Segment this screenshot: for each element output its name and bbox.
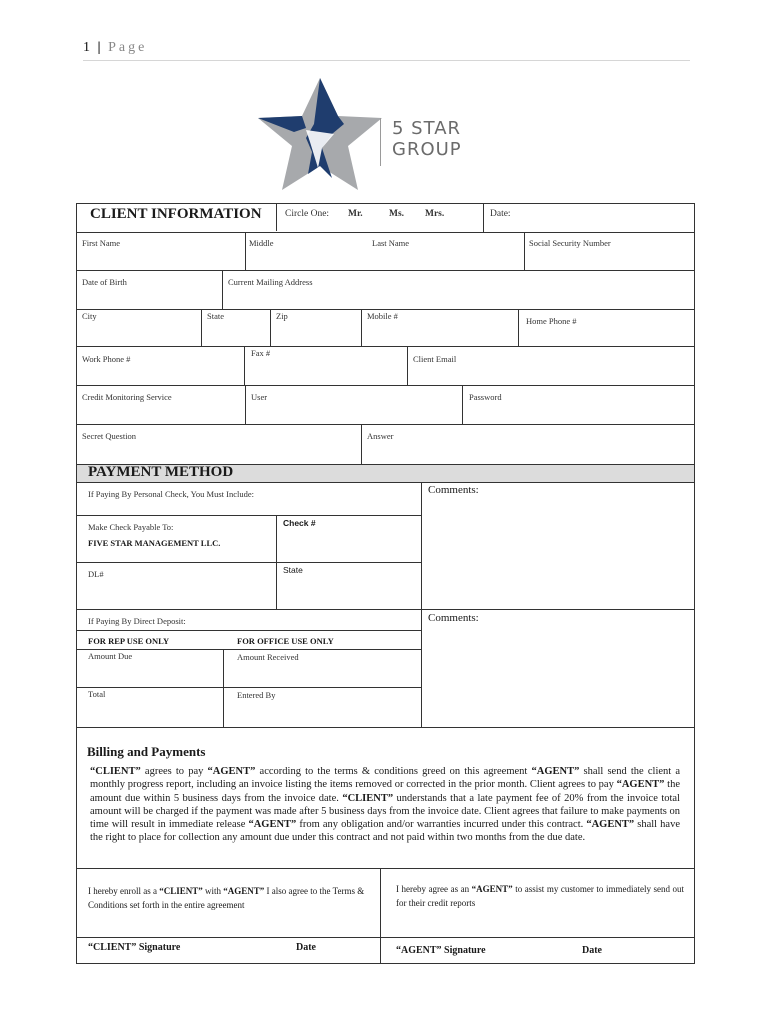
row-divider — [77, 562, 421, 563]
agent-agree-assist: to assist my customer to — [515, 884, 604, 894]
circle-one-label: Circle One: — [285, 209, 330, 219]
divider — [245, 385, 246, 424]
city-field[interactable]: City — [82, 311, 97, 321]
title-option-mrs[interactable]: Mrs. — [425, 209, 445, 219]
total-field[interactable]: Total — [88, 689, 106, 699]
star-logo-icon — [258, 78, 382, 190]
client-quoted: “CLIENT” — [159, 886, 203, 896]
page-word: Page — [108, 40, 148, 55]
logo-text-line2: GROUP — [392, 139, 462, 160]
header-rule — [83, 60, 690, 61]
mobile-field[interactable]: Mobile # — [367, 311, 398, 321]
amount-due-field[interactable]: Amount Due — [88, 651, 133, 661]
client-email-field[interactable]: Client Email — [413, 354, 457, 364]
password-field[interactable]: Password — [469, 392, 502, 402]
billing-title: Billing and Payments — [87, 744, 206, 759]
payment-method-title: PAYMENT METHOD — [88, 464, 234, 480]
amount-received-field[interactable]: Amount Received — [237, 652, 299, 662]
date-label: Date: — [490, 209, 511, 219]
page-separator: | — [97, 40, 103, 55]
agent-agree-statement — [396, 882, 684, 910]
first-name-field[interactable]: First Name — [82, 238, 121, 248]
answer-field[interactable]: Answer — [367, 431, 394, 441]
row-divider — [77, 649, 421, 650]
divider — [407, 346, 408, 385]
client-signature-field[interactable]: “CLIENT” Signature — [88, 942, 181, 953]
office-use-label: FOR OFFICE USE ONLY — [237, 636, 334, 646]
divider — [244, 346, 245, 385]
divider — [483, 204, 484, 232]
divider — [462, 385, 463, 424]
divider — [361, 424, 362, 464]
credit-monitoring-field[interactable]: Credit Monitoring Service — [82, 392, 172, 402]
divider — [421, 483, 422, 727]
row-divider — [77, 609, 694, 610]
mailing-address-field[interactable]: Current Mailing Address — [228, 277, 313, 287]
row-divider — [77, 630, 421, 631]
row-divider — [77, 424, 694, 425]
divider — [361, 309, 362, 346]
agent-agree-text: I hereby agree as an — [396, 884, 470, 894]
divider — [270, 309, 271, 346]
check-number-field[interactable]: Check # — [283, 518, 316, 528]
divider — [223, 649, 224, 727]
title-option-ms[interactable]: Ms. — [389, 209, 405, 219]
row-divider — [77, 687, 421, 688]
billing-terms-paragraph: “CLIENT” agrees to pay “AGENT” according to the terms & conditions greed on this agreement “AGENT” shall send the client a monthly progress report, including an invoice listing the items removed or corrected in the prior month. Client agrees to pay “AGENT” the amount due within 5 business days from the invoice date. “CLIENT” understands that a late payment fee of 20% from the invoice total amount will be charged if the payment was made after 5 business days from the invoice date. Client agrees that failure to make payments on time will result in immediate release “AGENT” from any obligation and/or warranties incurred under this contract. “AGENT” shall have the right to place for collection any amount due under this contract and not paid within two months from the due date. — [90, 766, 681, 844]
user-field[interactable]: User — [251, 392, 268, 402]
payable-to-label: Make Check Payable To: — [88, 522, 174, 532]
client-enroll-text: I hereby enroll as a — [88, 886, 157, 896]
row-divider — [77, 346, 694, 347]
client-enroll-with: with — [204, 886, 221, 896]
row-divider — [77, 309, 694, 310]
row-divider — [77, 385, 694, 386]
divider — [518, 309, 519, 346]
payment-method-table — [76, 464, 695, 728]
row-divider — [77, 515, 421, 516]
client-enroll-terms: the Terms & Conditions set forth in the entire agreement — [88, 886, 365, 910]
divider — [245, 232, 246, 270]
work-phone-field[interactable]: Work Phone # — [82, 354, 131, 364]
comments-label[interactable]: Comments: — [428, 484, 479, 496]
agent-date-field[interactable]: Date — [582, 945, 602, 956]
divider — [380, 868, 381, 964]
dob-field[interactable]: Date of Birth — [82, 277, 127, 287]
entered-by-field[interactable]: Entered By — [237, 690, 276, 700]
row-divider — [77, 937, 694, 938]
logo-divider — [380, 118, 381, 166]
divider — [201, 309, 202, 346]
direct-deposit-note: If Paying By Direct Deposit: — [88, 616, 186, 626]
page-number: 1 — [83, 40, 92, 55]
row-divider — [77, 270, 694, 271]
client-date-field[interactable]: Date — [296, 942, 316, 953]
divider — [222, 270, 223, 309]
page-header — [83, 40, 147, 56]
agent-signature-field[interactable]: “AGENT” Signature — [396, 945, 486, 956]
payee-name: FIVE STAR MANAGEMENT LLC. — [88, 538, 221, 548]
divider — [524, 232, 525, 270]
rep-use-label: FOR REP USE ONLY — [88, 636, 170, 646]
agent-quoted-2: “AGENT” — [471, 884, 513, 894]
fax-field[interactable]: Fax # — [251, 348, 271, 358]
last-name-field[interactable]: Last Name — [372, 238, 410, 248]
state-field[interactable]: State — [207, 311, 224, 321]
client-enroll-agree: I also agree to — [266, 886, 318, 896]
agent-quoted: “AGENT” — [223, 886, 265, 896]
ssn-field[interactable]: Social Security Number — [529, 238, 611, 248]
middle-name-field[interactable]: Middle — [249, 238, 274, 248]
logo-text-line1: 5 STAR — [392, 118, 462, 139]
home-phone-field[interactable]: Home Phone # — [526, 316, 577, 326]
comments-label-2[interactable]: Comments: — [428, 612, 479, 624]
dl-state-field[interactable]: State — [283, 565, 303, 575]
client-info-title: CLIENT INFORMATION — [90, 206, 262, 222]
client-enroll-statement — [88, 884, 373, 912]
personal-check-note: If Paying By Personal Check, You Must Include: — [88, 489, 254, 499]
agent-agree-reports: immediately send out for their credit reports — [396, 884, 685, 908]
dl-field[interactable]: DL# — [88, 569, 104, 579]
zip-field[interactable]: Zip — [276, 311, 288, 321]
title-option-mr[interactable]: Mr. — [348, 209, 363, 219]
secret-question-field[interactable]: Secret Question — [82, 431, 137, 441]
row-divider — [77, 232, 694, 233]
